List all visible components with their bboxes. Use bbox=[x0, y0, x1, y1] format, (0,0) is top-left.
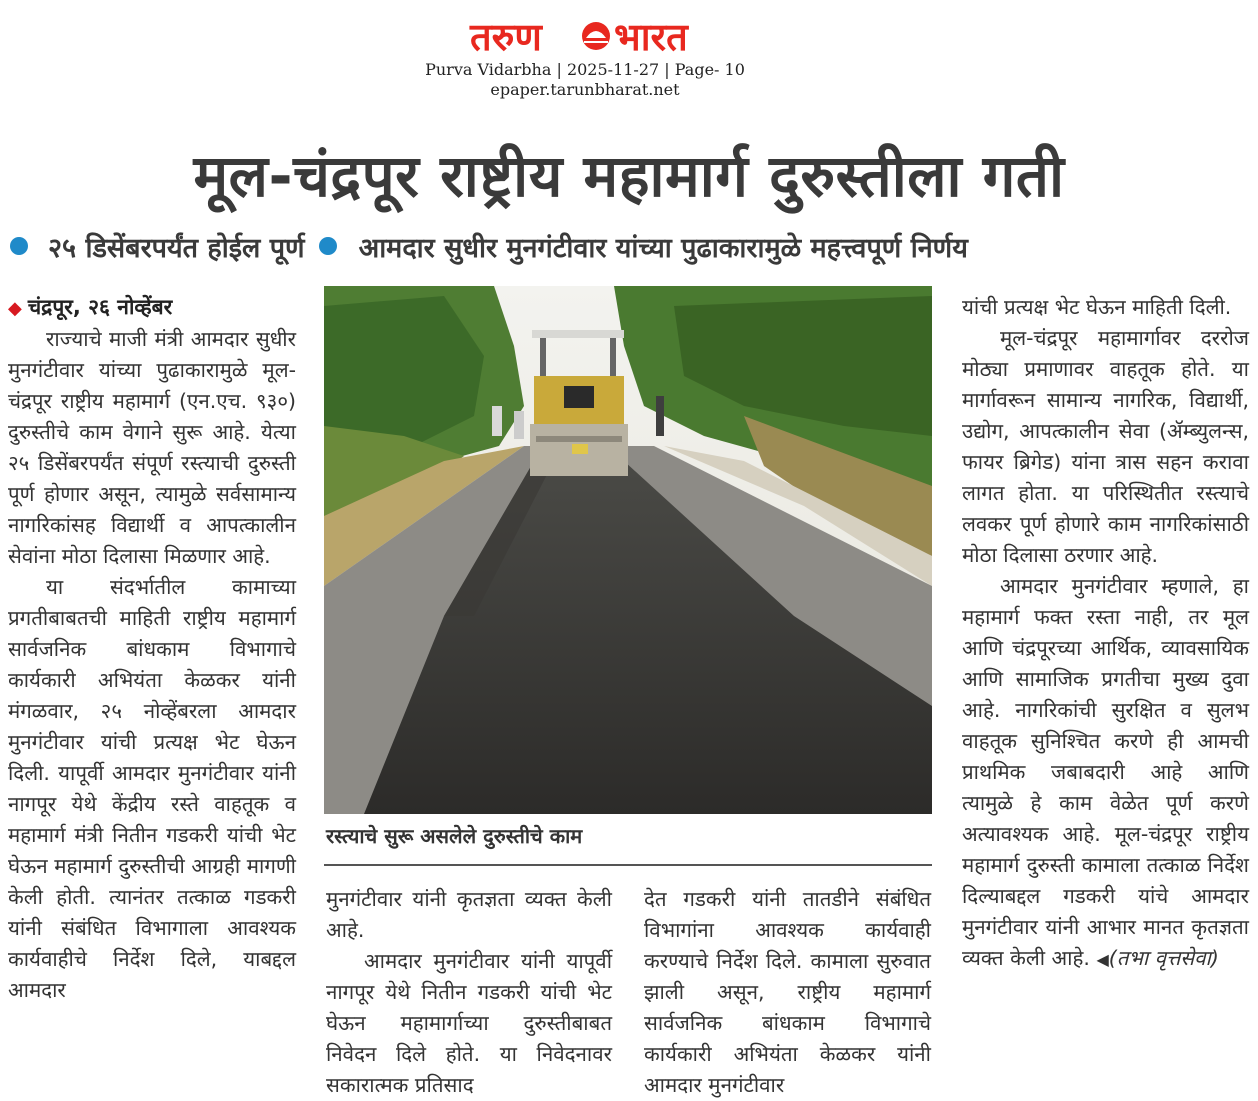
tarun-bharat-logo bbox=[468, 14, 722, 58]
subhead-1: २५ डिसेंबरपर्यंत होईल पूर्ण bbox=[48, 232, 305, 264]
website-url[interactable]: epaper.tarunbharat.net bbox=[490, 80, 680, 99]
paragraph-text: आमदार मुनगंटीवार म्हणाले, हा महामार्ग फक्त रस्ता नाही, तर मूल आणि चंद्रपूरच्या आर्थिक, व्यावसायिक आणि सामाजिक प्रगतीचा मुख्य दुवा आहे. नागरिकांची सुरक्षित व सुलभ वाहतूक सुनिश्चित करणे ही आमची प्राथमिक जबाबदारी आहे आणि त्यामुळे हे काम वेळेत पूर्ण करणे अत्यावश्यक आहे. मूल-चंद्रपूर राष्ट्रीय महामार्ग दुरुस्ती कामाला तत्काळ निर्देश दिल्याबद्दल गडकरी यांचे आमदार मुनगंटीवार यांनी आभार मानत कृतज्ञता व्यक्त केली आहे. bbox=[962, 574, 1249, 970]
dateline bbox=[8, 292, 296, 324]
article-photo bbox=[324, 286, 932, 814]
photo-caption: रस्त्याचे सुरू असलेले दुरुस्तीचे काम bbox=[326, 824, 583, 848]
paragraph bbox=[962, 571, 1249, 975]
article-subheads bbox=[6, 226, 1252, 266]
edition-line: Purva Vidarbha | 2025-11-27 | Page- 10 bbox=[425, 60, 745, 79]
edition-info bbox=[0, 60, 1170, 100]
subhead-2: आमदार सुधीर मुनगंटीवार यांच्या पुढाकारामुळे महत्त्वपूर्ण निर्णय bbox=[358, 232, 968, 264]
paragraph: देत गडकरी यांनी तातडीने संबंधित विभागांना आवश्यक कार्यवाही करण्याचे निर्देश दिले. कामाला सुरुवात झाली असून, राष्ट्रीय महामार्ग सार्वजनिक बांधकाम विभागाचे कार्यकारी अभियंता केळकर यांनी आमदार मुनगंटीवार bbox=[644, 887, 931, 1097]
paragraph: या संदर्भातील कामाच्या प्रगतीबाबतची माहिती राष्ट्रीय महामार्ग सार्वजनिक बांधकाम विभागाचे कार्यकारी अभियंता केळकर यांनी मंगळवार, २५ नोव्हेंबरला आमदार मुनगंटीवार यांची प्रत्यक्ष भेट घेऊन दिली. यापूर्वी आमदार मुनगंटीवार यांनी नागपूर येथे केंद्रीय रस्ते वाहतूक व महामार्ग मंत्री नितीन गडकरी यांची भेट घेऊन महामार्ग दुरुस्तीची आग्रही मागणी केली होती. त्यानंतर तत्काळ गडकरी यांनी संबंधित विभागाला आवश्यक कार्यवाहीचे निर्देश दिले, याबद्दल आमदार bbox=[8, 575, 296, 1002]
paragraph: मुनगंटीवार यांनी कृतज्ञता व्यक्त केली आहे. bbox=[326, 887, 612, 942]
article-column-mid-2 bbox=[644, 884, 931, 1101]
paragraph: यांची प्रत्यक्ष भेट घेऊन माहिती दिली. bbox=[962, 295, 1232, 319]
article-headline: मूल-चंद्रपूर राष्ट्रीय महामार्ग दुरुस्तीला गती bbox=[193, 142, 1065, 210]
article-column-right bbox=[962, 292, 1249, 975]
diamond-icon: ◆ bbox=[8, 298, 22, 319]
bullet-icon bbox=[10, 237, 28, 255]
news-credit: (तभा वृत्तसेवा) bbox=[1108, 946, 1219, 970]
logo-word-1: तरुण bbox=[470, 15, 542, 58]
paragraph: आमदार मुनगंटीवार यांनी यापूर्वी नागपूर येथे नितीन गडकरी यांची भेट घेऊन महामार्गाच्या दुरुस्तीबाबत निवेदन दिले होते. या निवेदनावर सकारात्मक प्रतिसाद bbox=[326, 949, 612, 1097]
divider bbox=[324, 864, 932, 866]
article-column-left bbox=[8, 292, 296, 1006]
road-roller-photo bbox=[324, 286, 932, 814]
paragraph: मूल-चंद्रपूर महामार्गावर दररोज मोठ्या प्रमाणावर वाहतूक होते. या मार्गावरून सामान्य नागरिक, विद्यार्थी, उद्योग, आपत्कालीन सेवा (ॲम्ब्युलन्स, फायर ब्रिगेड) यांना त्रास सहन करावा लागत होता. या परिस्थितीत रस्त्याचे लवकर पूर्ण होणारे काम नागरिकांसाठी मोठा दिलासा ठरणार आहे. bbox=[962, 326, 1249, 567]
masthead-logo bbox=[468, 14, 722, 58]
article-column-mid-1 bbox=[326, 884, 612, 1101]
triangle-icon: ◀ bbox=[1096, 950, 1109, 969]
dateline-text: चंद्रपूर, २६ नोव्हेंबर bbox=[27, 295, 173, 319]
bullet-icon bbox=[319, 237, 337, 255]
logo-word-2: भारत bbox=[614, 15, 688, 58]
paragraph: राज्याचे माजी मंत्री आमदार सुधीर मुनगंटीवार यांच्या पुढाकारामुळे मूल-चंद्रपूर राष्ट्रीय महामार्ग (एन.एच. ९३०) दुरुस्तीचे काम वेगाने सुरू आहे. येत्या २५ डिसेंबरपर्यंत संपूर्ण रस्त्याची दुरुस्ती पूर्ण होणार असून, त्यामुळे सर्वसामान्य नागरिकांसह विद्यार्थी व आपत्कालीन सेवांना मोठा दिलासा मिळणार आहे. bbox=[8, 327, 296, 568]
